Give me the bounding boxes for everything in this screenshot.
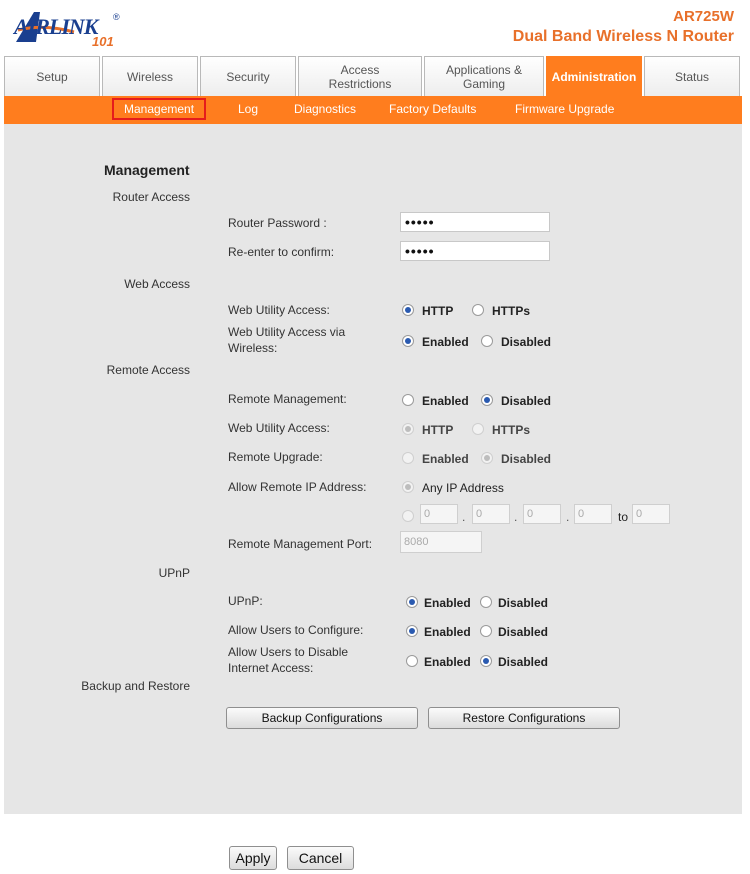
ip-octet-4-input[interactable]: 0 (574, 504, 612, 524)
remote-upgrade-enabled-radio[interactable] (402, 452, 414, 464)
allow-disable-enabled-radio[interactable] (406, 655, 418, 667)
main-tabs (4, 56, 742, 96)
remote-https-label: HTTPs (492, 423, 531, 437)
allow-configure-label: Allow Users to Configure: (228, 623, 364, 637)
allow-disable-disabled-radio[interactable] (480, 655, 492, 667)
subnav-diagnostics[interactable]: Diagnostics (294, 102, 357, 116)
router-password-input[interactable]: ••••• (400, 212, 550, 232)
any-ip-label: Any IP Address (422, 481, 504, 495)
web-access-wireless-label: Web Utility Access via Wireless: (228, 325, 346, 355)
upnp-enabled-radio[interactable] (406, 596, 418, 608)
ip-to-label: to (618, 510, 629, 524)
upnp-enabled-label: Enabled (424, 596, 471, 610)
remote-upgrade-label: Remote Upgrade: (228, 450, 323, 464)
ip-octet-2-input[interactable]: 0 (472, 504, 510, 524)
ip-dot: . (514, 510, 518, 524)
web-access-https-radio[interactable] (472, 304, 484, 316)
logo-registered: ® (113, 12, 120, 22)
section-web-access: Web Access (124, 277, 190, 291)
remote-http-label: HTTP (422, 423, 454, 437)
confirm-password-input[interactable]: ••••• (400, 241, 550, 261)
tab-setup[interactable]: Setup (4, 56, 100, 96)
remote-https-radio[interactable] (472, 423, 484, 435)
tab-administration[interactable]: Administration (546, 56, 642, 96)
ip-octet-1-input[interactable]: 0 (420, 504, 458, 524)
model-name: AR725W (673, 8, 734, 25)
restore-configurations-button[interactable]: Restore Configurations (428, 707, 620, 729)
upnp-label: UPnP: (228, 594, 263, 608)
subnav-management[interactable]: Management (112, 98, 206, 120)
ip-octet-3-input[interactable]: 0 (523, 504, 561, 524)
remote-mgmt-disabled-radio[interactable] (481, 394, 493, 406)
ip-to-input[interactable]: 0 (632, 504, 670, 524)
wireless-access-disabled-label: Disabled (501, 335, 552, 349)
remote-web-utility-label: Web Utility Access: (228, 421, 330, 435)
remote-mgmt-disabled-label: Disabled (501, 394, 552, 408)
any-ip-radio[interactable] (402, 481, 414, 493)
wireless-access-disabled-radio[interactable] (481, 335, 493, 347)
wireless-access-enabled-label: Enabled (422, 335, 469, 349)
allow-disable-enabled-label: Enabled (424, 655, 471, 669)
ip-dot: . (462, 510, 466, 524)
remote-http-radio[interactable] (402, 423, 414, 435)
remote-port-label: Remote Management Port: (228, 537, 373, 551)
ip-range-radio[interactable] (402, 510, 414, 522)
upnp-disabled-label: Disabled (498, 596, 549, 610)
subnav-factory-defaults[interactable]: Factory Defaults (389, 102, 477, 116)
sub-navigation (4, 96, 742, 124)
section-router-access: Router Access (112, 190, 190, 204)
allow-remote-ip-label: Allow Remote IP Address: (228, 480, 367, 494)
section-backup-restore: Backup and Restore (81, 679, 190, 693)
backup-configurations-button[interactable]: Backup Configurations (226, 707, 418, 729)
remote-mgmt-enabled-label: Enabled (422, 394, 469, 408)
web-access-https-label: HTTPs (492, 304, 531, 318)
allow-configure-enabled-label: Enabled (424, 625, 471, 639)
upnp-disabled-radio[interactable] (480, 596, 492, 608)
web-access-http-radio[interactable] (402, 304, 414, 316)
tab-applications-gaming[interactable]: Applications & Gaming (424, 56, 544, 96)
cancel-button[interactable]: Cancel (287, 846, 354, 870)
subnav-log[interactable]: Log (238, 102, 259, 116)
remote-port-input[interactable]: 8080 (400, 531, 482, 553)
tab-security[interactable]: Security (200, 56, 296, 96)
router-password-label: Router Password : (228, 216, 327, 230)
product-name: Dual Band Wireless N Router (512, 28, 734, 45)
allow-configure-enabled-radio[interactable] (406, 625, 418, 637)
wireless-access-enabled-radio[interactable] (402, 335, 414, 347)
logo-text: AIRLINK (14, 14, 98, 39)
web-access-http-label: HTTP (422, 304, 454, 318)
web-utility-access-label: Web Utility Access: (228, 303, 330, 317)
logo-number: 101 (92, 34, 114, 49)
tab-wireless[interactable]: Wireless (102, 56, 198, 96)
allow-disable-disabled-label: Disabled (498, 655, 549, 669)
ip-dot: . (566, 510, 570, 524)
section-upnp: UPnP (158, 566, 190, 580)
section-remote-access: Remote Access (106, 363, 190, 377)
allow-configure-disabled-label: Disabled (498, 625, 549, 639)
remote-upgrade-enabled-label: Enabled (422, 452, 469, 466)
tab-access-restrictions[interactable]: Access Restrictions (298, 56, 422, 96)
remote-mgmt-enabled-radio[interactable] (402, 394, 414, 406)
subnav-firmware-upgrade[interactable]: Firmware Upgrade (515, 102, 615, 116)
remote-upgrade-disabled-radio[interactable] (481, 452, 493, 464)
apply-button[interactable]: Apply (229, 846, 277, 870)
remote-upgrade-disabled-label: Disabled (501, 452, 552, 466)
page-title: Management (104, 162, 190, 178)
remote-management-label: Remote Management: (228, 392, 347, 406)
confirm-password-label: Re-enter to confirm: (228, 245, 335, 259)
tab-status[interactable]: Status (644, 56, 740, 96)
allow-disable-internet-label: Allow Users to Disable Internet Access: (228, 645, 349, 675)
allow-configure-disabled-radio[interactable] (480, 625, 492, 637)
content-panel (4, 124, 742, 814)
